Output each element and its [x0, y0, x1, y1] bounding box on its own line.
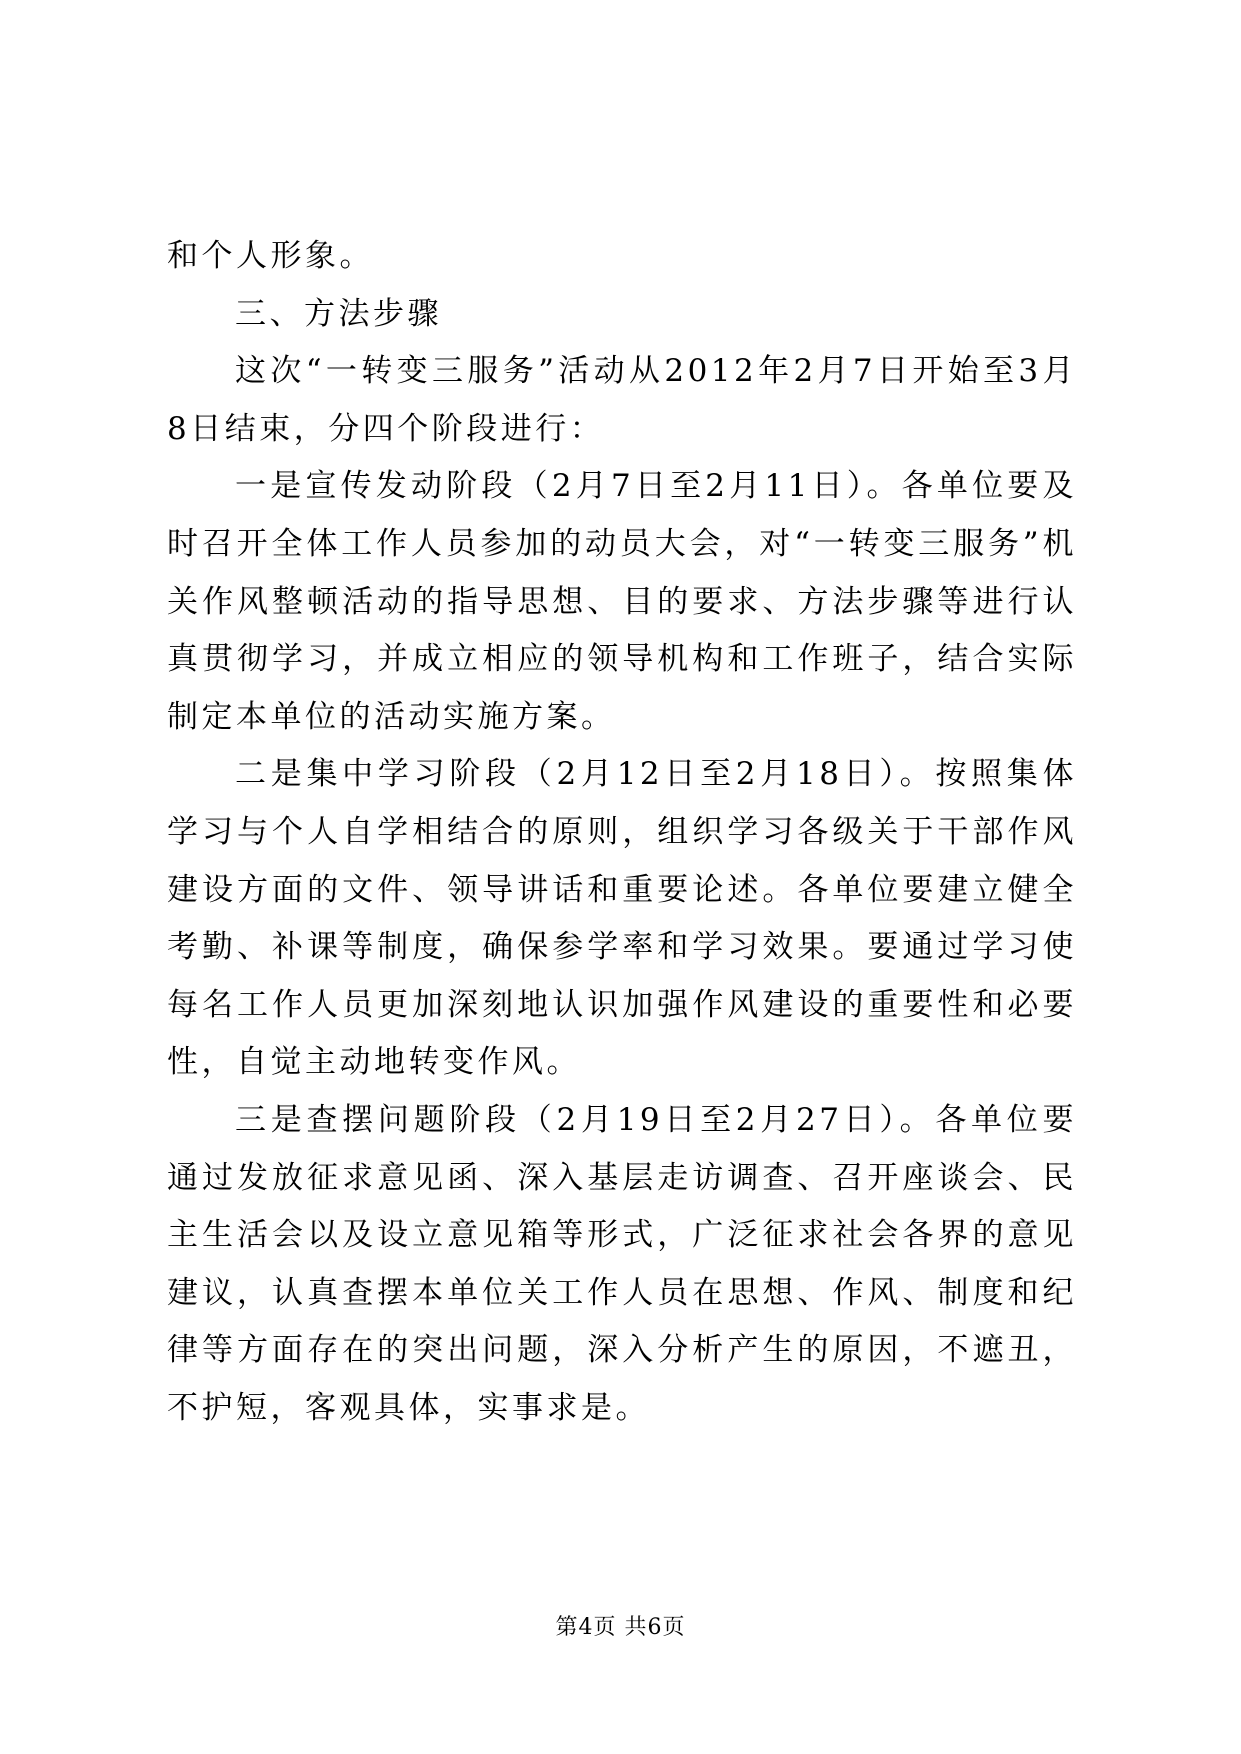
- paragraph-stage-three: 三是查摆问题阶段（2月19日至2月27日）。各单位要通过发放征求意见函、深入基层走访调查、召开座谈会、民主生活会以及设立意见箱等形式，广泛征求社会各界的意见建议，认真查摆本单位关工作人员在思想、作风、制度和纪律等方面存在的突出问题，深入分析产生的原因，不遮丑，不护短，客观具体，实事求是。: [167, 1101, 1077, 1426]
- paragraph-stage-one: 一是宣传发动阶段（2月7日至2月11日）。各单位要及时召开全体工作人员参加的动员大会，对“一转变三服务”机关作风整顿活动的指导思想、目的要求、方法步骤等进行认真贯彻学习，并成立相应的领导机构和工作班子，结合实际制定本单位的活动实施方案。: [167, 468, 1077, 735]
- section-heading-methods: 三、方法步骤: [235, 295, 442, 332]
- paragraph-continuation: 和个人形象。: [167, 238, 374, 274]
- paragraph-schedule: 这次“一转变三服务”活动从2012年2月7日开始至3月8日结束，分四个阶段进行：: [167, 353, 1077, 447]
- page-number-footer: 第4页 共6页: [555, 1615, 686, 1640]
- document-body: [167, 228, 1077, 1437]
- paragraph-stage-two: 二是集中学习阶段（2月12日至2月18日）。按照集体学习与个人自学相结合的原则，组织学习各级关于干部作风建设方面的文件、领导讲话和重要论述。各单位要建立健全考勤、补课等制度，确保参学率和学习效果。要通过学习使每名工作人员更加深刻地认识加强作风建设的重要性和必要性，自觉主动地转变作风。: [167, 756, 1077, 1081]
